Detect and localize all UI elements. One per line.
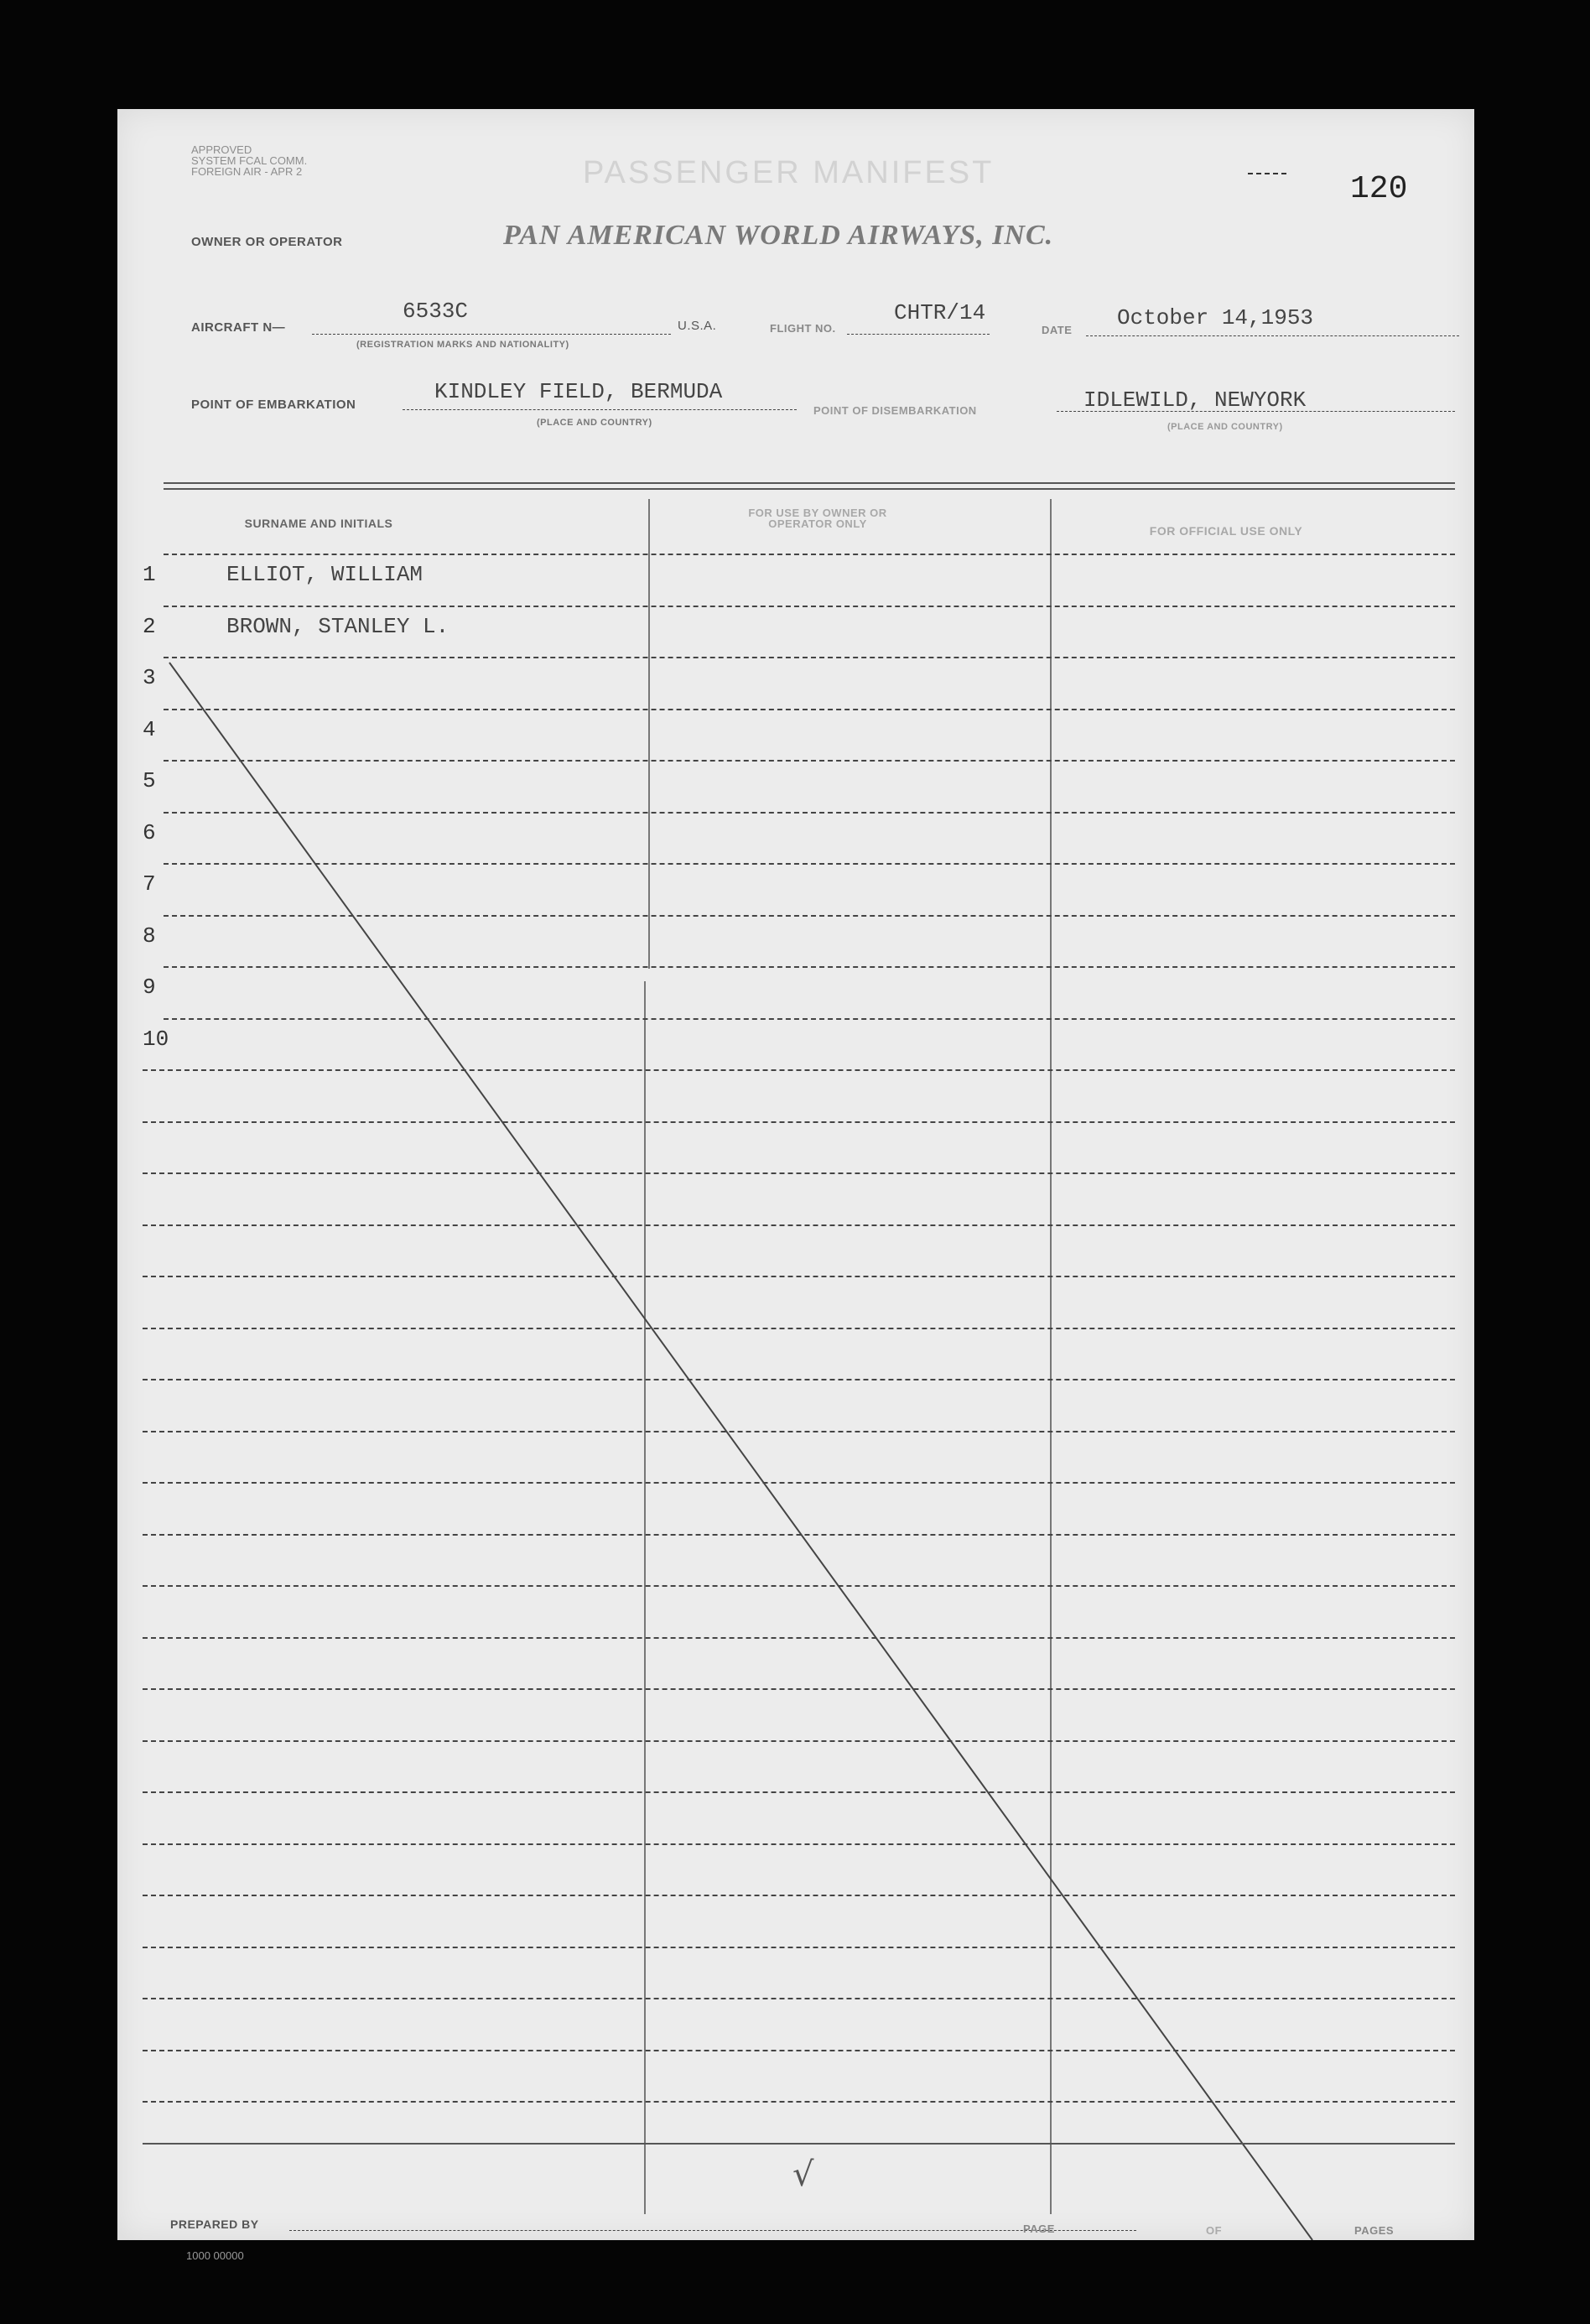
row-number: 4 xyxy=(143,716,156,742)
flight-value: CHTR/14 xyxy=(894,300,986,325)
passenger-name: ELLIOT, WILLIAM xyxy=(226,562,423,587)
row-number: 6 xyxy=(143,819,156,845)
date-label: DATE xyxy=(1042,324,1073,336)
manifest-sheet xyxy=(117,109,1474,2262)
flight-label: FLIGHT NO. xyxy=(770,322,836,335)
aircraft-value: 6533C xyxy=(403,299,469,324)
prepared-label: PREPARED BY xyxy=(170,2217,259,2231)
row-number: 3 xyxy=(143,665,156,690)
owner-value: PAN AMERICAN WORLD AIRWAYS, INC. xyxy=(503,220,1054,251)
check-mark: √ xyxy=(792,2155,814,2194)
row-number: 8 xyxy=(143,923,156,949)
disembark-sublabel: (PLACE AND COUNTRY) xyxy=(1167,422,1283,432)
col-header-official: FOR OFFICIAL USE ONLY xyxy=(1149,524,1303,538)
page-number: 120 xyxy=(1350,171,1408,207)
usa-label: U.S.A. xyxy=(678,319,717,333)
of-label: OF xyxy=(1206,2224,1223,2237)
aircraft-sublabel: (REGISTRATION MARKS AND NATIONALITY) xyxy=(356,340,569,350)
row-number: 5 xyxy=(143,768,156,793)
col-header-surname: SURNAME AND INITIALS xyxy=(244,517,393,530)
row-number: 1 xyxy=(143,562,156,587)
date-value: October 14,1953 xyxy=(1117,305,1314,330)
prepared-underline xyxy=(289,2230,1136,2231)
disembark-label: POINT OF DISEMBARKATION xyxy=(813,404,977,417)
passenger-name: BROWN, STANLEY L. xyxy=(226,613,449,639)
approval-line-3: FOREIGN AIR - APR 2 xyxy=(191,165,303,178)
cancel-diagonal xyxy=(117,109,1474,2240)
row-number: 2 xyxy=(143,613,156,639)
disembark-value: IDLEWILD, NEWYORK xyxy=(1083,387,1307,413)
embark-sublabel: (PLACE AND COUNTRY) xyxy=(537,418,652,428)
form-code: 1000 00000 xyxy=(186,2249,244,2262)
aircraft-label: AIRCRAFT N— xyxy=(191,320,286,335)
approval-line-1: APPROVED xyxy=(191,143,252,156)
approval-line-2: SYSTEM FCAL COMM. xyxy=(191,154,308,167)
page-title: PASSENGER MANIFEST xyxy=(583,155,995,190)
embark-value: KINDLEY FIELD, BERMUDA xyxy=(434,379,723,404)
col-header-operator: FOR USE BY OWNER OR OPERATOR ONLY xyxy=(748,507,887,530)
row-number: 10 xyxy=(143,1026,169,1052)
row-number: 7 xyxy=(143,871,156,897)
owner-label: OWNER OR OPERATOR xyxy=(191,235,343,249)
embark-label: POINT OF EMBARKATION xyxy=(191,398,356,412)
row-number: 9 xyxy=(143,975,156,1000)
page-label: PAGE xyxy=(1023,2223,1055,2235)
table-bottom-rule xyxy=(143,2143,1455,2145)
pages-label: PAGES xyxy=(1354,2224,1395,2237)
